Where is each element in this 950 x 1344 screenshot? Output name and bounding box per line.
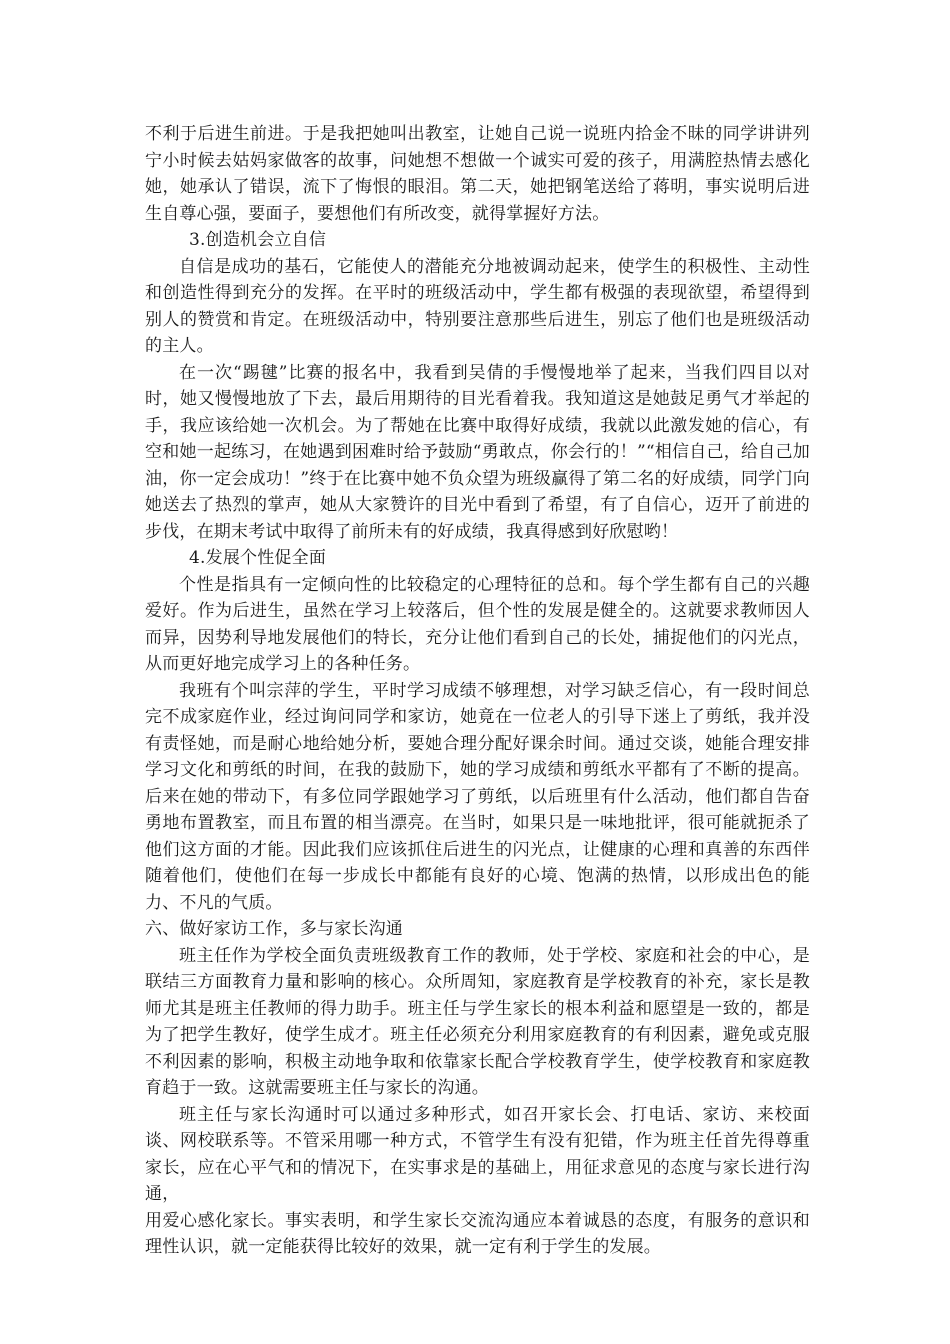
subheading-develop-personality: 4.发展个性促全面 <box>189 548 327 568</box>
paragraph-personality: 个性是指具有一定倾向性的比较稳定的心理特征的总和。每个学生都有自己的兴趣爱好。作为后进生，虽然在学习上较落后，但个性的发展是健全的。这就要求教师因人而异，因势利导地发展他们的特长，充分让他们看到自己的长处，捕捉他们的闪光点，从而更好地完成学习上的各种任务。 <box>145 574 810 674</box>
section-heading-home-visits: 六、做好家访工作，多与家长沟通 <box>145 919 403 939</box>
paragraph-confidence: 自信是成功的基石，它能使人的潜能充分地被调动起来，使学生的积极性、主动性和创造性得到充分的发挥。在平时的班级活动中，学生都有极强的表现欲望，希望得到别人的赞赏和肯定。在班级活动中，特别要注意那些后进生，别忘了他们也是班级活动的主人。 <box>145 256 810 356</box>
paragraph-communication-forms: 班主任与家长沟通时可以通过多种形式，如召开家长会、打电话、家访、来校面谈、网校联系等。不管采用哪一种方式，不管学生有没有犯错，作为班主任首先得尊重家长，应在心平气和的情况下，在实事求是的基础上，用征求意见的态度与家长进行沟通， <box>145 1104 810 1204</box>
paragraph-jianzi-competition: 在一次“踢毽”比赛的报名中，我看到吴倩的手慢慢地举了起来，当我们四目以对时，她又慢慢地放了下去，最后用期待的目光看着我。我知道这是她鼓足勇气才举起的手，我应该给她一次机会。为了帮她在比赛中取得好成绩，我就以此激发她的信心，有空和她一起练习，在她遇到困难时给予鼓励“勇敢点，你会行的！”“相信自己，给自己加油，你一定会成功！”终于在比赛中她不负众望为班级赢得了第二名的好成绩，同学门向她送去了热烈的掌声，她从大家赞许的目光中看到了希望，有了自信心，迈开了前进的步伐，在期末考试中取得了前所未有的好成绩，我真得感到好欣慰哟！ <box>145 362 810 542</box>
paragraph-papercut-student: 我班有个叫宗萍的学生，平时学习成绩不够理想，对学习缺乏信心，有一段时间总完不成家庭作业，经过询问同学和家访，她竟在一位老人的引导下迷上了剪纸，我并没有责怪她，而是耐心地给她分析，要她合理分配好课余时间。通过交谈，她能合理安排学习文化和剪纸的时间，在我的鼓励下，她的学习成绩和剪纸水平都有了不断的提高。后来在她的带动下，有多位同学跟她学习了剪纸，以后班里有什么活动，他们都自告奋勇地布置教室，而且布置的相当漂亮。在当时，如果只是一味地批评，很可能就扼杀了他们这方面的才能。因此我们应该抓住后进生的闪光点，让健康的心理和真善的东西伴随着他们，使他们在每一步成长中都能有良好的心境、饱满的热情，以形成出色的能力、不凡的气质。 <box>145 680 810 913</box>
paragraph-love-parents: 用爱心感化家长。事实表明，和学生家长交流沟通应本着诚恳的态度，有服务的意识和理性认识，就一定能获得比较好的效果，就一定有利于学生的发展。 <box>145 1210 810 1257</box>
document-body <box>145 121 810 1261</box>
subheading-build-confidence: 3.创造机会立自信 <box>189 230 327 250</box>
paragraph-continuation: 不利于后进生前进。于是我把她叫出教室，让她自己说一说班内拾金不昧的同学讲讲列宁小时候去姑妈家做客的故事，问她想不想做一个诚实可爱的孩子，用满腔热情去感化她，她承认了错误，流下了悔恨的眼泪。第二天，她把钢笔送给了蒋明，事实说明后进生自尊心强，要面子，要想他们有所改变，就得掌握好方法。 <box>145 124 810 224</box>
paragraph-headteacher-role: 班主任作为学校全面负责班级教育工作的教师，处于学校、家庭和社会的中心，是联结三方面教育力量和影响的核心。众所周知，家庭教育是学校教育的补充，家长是教师尤其是班主任教师的得力助手。班主任与学生家长的根本利益和愿望是一致的，都是为了把学生教好，使学生成才。班主任必须充分利用家庭教育的有利因素，避免或克服不利因素的影响，积极主动地争取和依靠家长配合学校教育学生，使学校教育和家庭教育趋于一致。这就需要班主任与家长的沟通。 <box>145 945 810 1098</box>
